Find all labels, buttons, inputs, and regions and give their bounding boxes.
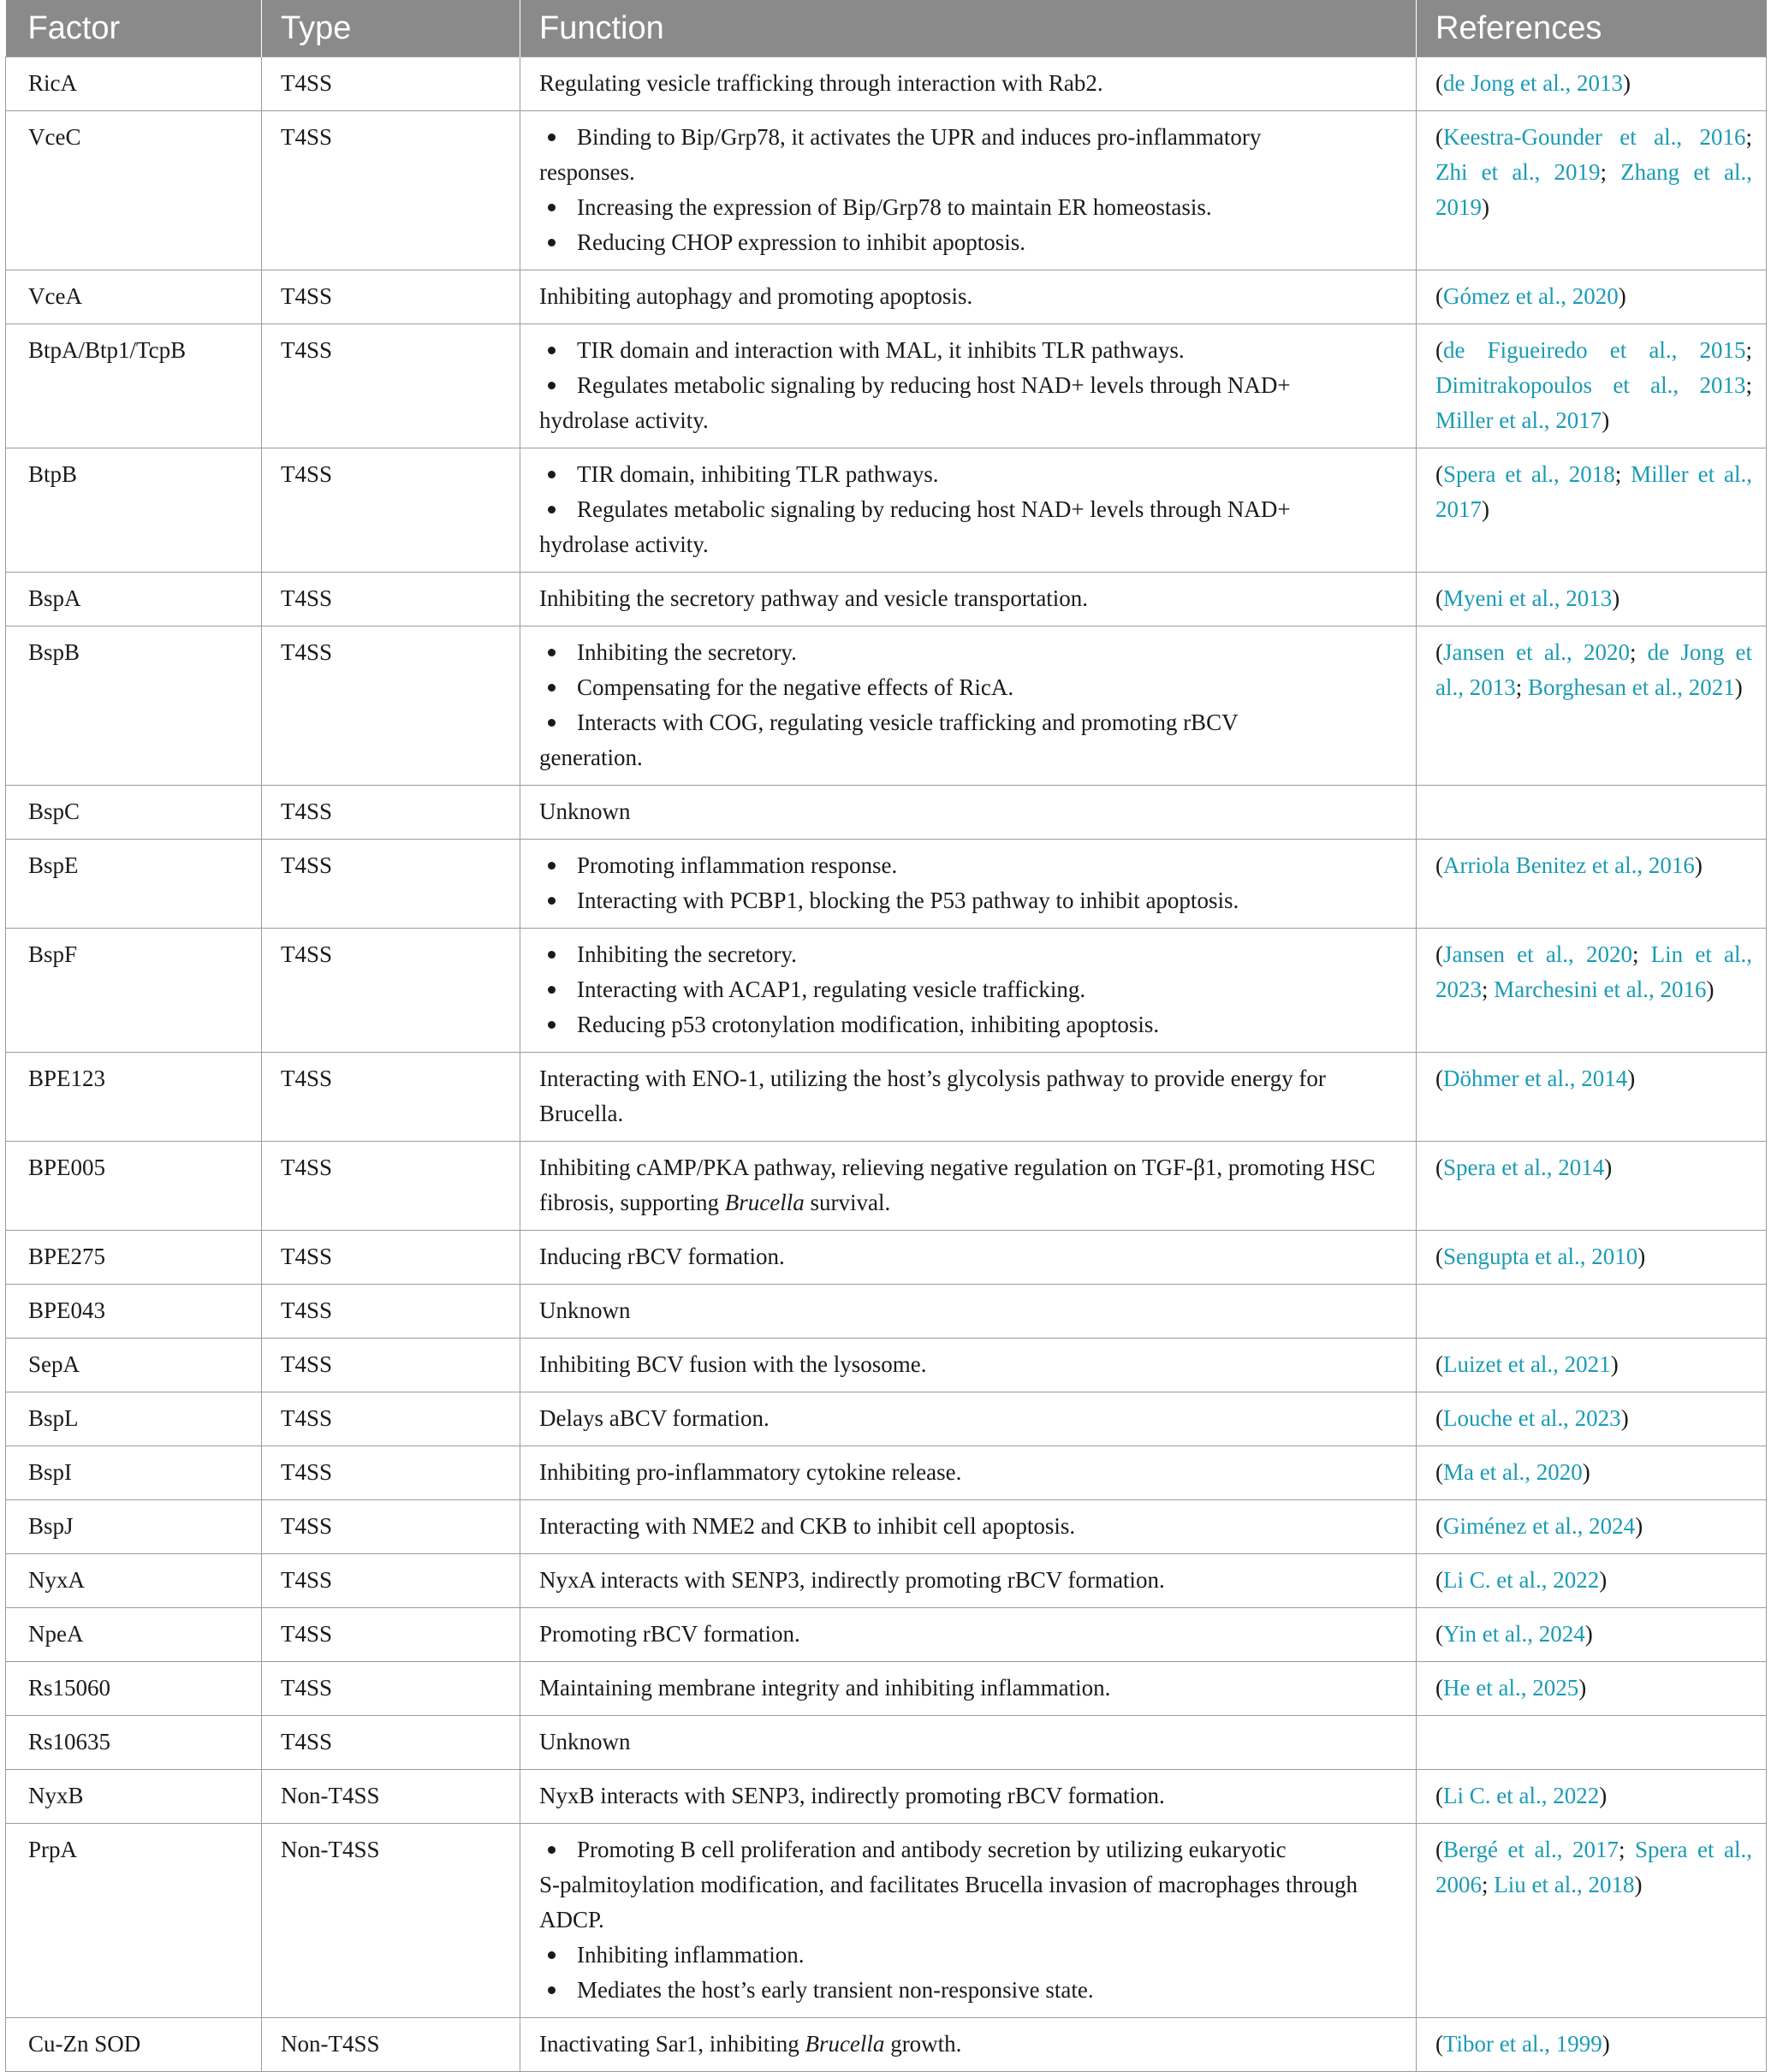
cell-type: T4SS: [262, 929, 520, 1053]
function-text: Promoting rBCV formation.: [539, 1621, 800, 1647]
reference-link[interactable]: Li C. et al., 2022: [1443, 1783, 1600, 1808]
function-bullet-item: Regulates metabolic signaling by reducing host NAD+ levels through NAD+: [539, 368, 1399, 403]
reference-link[interactable]: Bergé et al., 2017: [1443, 1837, 1619, 1862]
cell-factor: NpeA: [6, 1608, 262, 1662]
cell-function: [520, 1662, 1417, 1716]
reference-link[interactable]: Ma et al., 2020: [1443, 1459, 1583, 1485]
function-bullet-item: Reducing CHOP expression to inhibit apoptosis.: [539, 225, 1399, 260]
cell-factor: BspJ: [6, 1500, 262, 1554]
cell-factor: BspF: [6, 929, 262, 1053]
reference-link[interactable]: Dimitrakopoulos et al., 2013: [1435, 372, 1746, 398]
reference-link[interactable]: Luizet et al., 2021: [1443, 1351, 1611, 1377]
function-text: Maintaining membrane integrity and inhibiting inflammation.: [539, 1675, 1111, 1701]
cell-type: T4SS: [262, 1285, 520, 1339]
cell-references: (Ma et al., 2020): [1417, 1446, 1767, 1500]
cell-factor: BspE: [6, 840, 262, 929]
cell-factor: VceA: [6, 270, 262, 324]
function-bullet-item: Inhibiting inflammation.: [539, 1938, 1399, 1973]
reference-link[interactable]: Yin et al., 2024: [1443, 1621, 1585, 1647]
cell-function: [520, 1770, 1417, 1824]
function-italic-text: Brucella: [805, 2031, 885, 2057]
cell-type: Non-T4SS: [262, 1770, 520, 1824]
function-bullet-continuation: hydrolase activity.: [539, 531, 709, 557]
reference-link[interactable]: de Figueiredo et al., 2015: [1443, 337, 1746, 363]
cell-type: T4SS: [262, 1142, 520, 1231]
cell-factor: RicA: [6, 57, 262, 111]
cell-type: T4SS: [262, 111, 520, 270]
reference-link[interactable]: Miller et al., 2017: [1435, 461, 1752, 522]
reference-link[interactable]: Döhmer et al., 2014: [1443, 1066, 1628, 1091]
function-bullet-item: Compensating for the negative effects of RicA.: [539, 670, 1399, 705]
reference-link[interactable]: Liu et al., 2018: [1494, 1872, 1635, 1897]
cell-function: [520, 111, 1417, 270]
table-row: [6, 324, 1767, 448]
cell-references: (Luizet et al., 2021): [1417, 1339, 1767, 1392]
function-text: Unknown: [539, 1297, 631, 1323]
cell-type: T4SS: [262, 1446, 520, 1500]
table-row: [6, 1231, 1767, 1285]
table-row: [6, 1285, 1767, 1339]
function-text: Inducing rBCV formation.: [539, 1244, 785, 1269]
table-header: [6, 0, 1767, 57]
table-row: [6, 1500, 1767, 1554]
function-bullet-item: Interacting with ACAP1, regulating vesicle trafficking.: [539, 972, 1399, 1007]
function-text: NyxB interacts with SENP3, indirectly promoting rBCV formation.: [539, 1783, 1165, 1808]
reference-link[interactable]: Spera et al., 2014: [1443, 1155, 1605, 1180]
function-italic-text: Brucella: [724, 1190, 805, 1215]
table-row: [6, 57, 1767, 111]
table-row: [6, 2018, 1767, 2072]
cell-function: [520, 626, 1417, 786]
cell-function: [520, 324, 1417, 448]
cell-factor: PrpA: [6, 1824, 262, 2018]
table-row: [6, 1608, 1767, 1662]
cell-function: [520, 786, 1417, 840]
cell-factor: BspI: [6, 1446, 262, 1500]
cell-type: T4SS: [262, 324, 520, 448]
cell-type: T4SS: [262, 1554, 520, 1608]
function-bullet-item: TIR domain and interaction with MAL, it inhibits TLR pathways.: [539, 333, 1399, 368]
cell-function: [520, 573, 1417, 626]
table-row: [6, 1392, 1767, 1446]
function-text: Interacting with NME2 and CKB to inhibit cell apoptosis.: [539, 1513, 1076, 1539]
cell-references: (Li C. et al., 2022): [1417, 1554, 1767, 1608]
cell-function: [520, 2018, 1417, 2072]
table-row: [6, 1770, 1767, 1824]
reference-link[interactable]: Louche et al., 2023: [1443, 1405, 1621, 1431]
function-text-suffix: growth.: [884, 2031, 962, 2057]
cell-type: T4SS: [262, 1053, 520, 1142]
cell-type: T4SS: [262, 270, 520, 324]
table-row: [6, 573, 1767, 626]
cell-references: (He et al., 2025): [1417, 1662, 1767, 1716]
cell-references: [1417, 786, 1767, 840]
cell-function: [520, 1716, 1417, 1770]
function-bullet-continuation: S-palmitoylation modification, and facilitates Brucella invasion of macrophages through ADCP.: [539, 1872, 1358, 1932]
cell-references: (Giménez et al., 2024): [1417, 1500, 1767, 1554]
function-text: Inhibiting autophagy and promoting apoptosis.: [539, 283, 973, 309]
cell-function: [520, 1339, 1417, 1392]
function-bullet-item: Regulates metabolic signaling by reducing host NAD+ levels through NAD+: [539, 492, 1399, 527]
reference-link[interactable]: Keestra-Gounder et al., 2016: [1443, 124, 1746, 150]
cell-type: T4SS: [262, 1392, 520, 1446]
table-row: [6, 929, 1767, 1053]
function-text: Inactivating Sar1, inhibiting: [539, 2031, 805, 2057]
cell-type: T4SS: [262, 573, 520, 626]
cell-references: (Spera et al., 2018; Miller et al., 2017): [1417, 448, 1767, 573]
reference-link[interactable]: Zhi et al., 2019: [1435, 159, 1601, 185]
function-bullet-continuation: hydrolase activity.: [539, 407, 709, 433]
cell-references: (Myeni et al., 2013): [1417, 573, 1767, 626]
cell-type: T4SS: [262, 1608, 520, 1662]
function-bullet-item: Promoting inflammation response.: [539, 848, 1399, 883]
table-row: [6, 448, 1767, 573]
cell-function: [520, 1554, 1417, 1608]
cell-factor: Cu-Zn SOD: [6, 2018, 262, 2072]
table-row: [6, 1142, 1767, 1231]
cell-references: (Sengupta et al., 2010): [1417, 1231, 1767, 1285]
cell-references: (Jansen et al., 2020; Lin et al., 2023; Marchesini et al., 2016): [1417, 929, 1767, 1053]
header-factor: Factor: [6, 0, 262, 57]
function-text: Inhibiting the secretory pathway and vesicle transportation.: [539, 585, 1089, 611]
table-row: [6, 1716, 1767, 1770]
cell-factor: NyxA: [6, 1554, 262, 1608]
function-text: Inhibiting cAMP/PKA pathway, relieving negative regulation on TGF-β1, promoting HSC fibrosis, supporting: [539, 1155, 1376, 1215]
table-row: [6, 626, 1767, 786]
function-bullet-item: Promoting B cell proliferation and antibody secretion by utilizing eukaryotic: [539, 1832, 1399, 1867]
cell-references: (Gómez et al., 2020): [1417, 270, 1767, 324]
cell-factor: NyxB: [6, 1770, 262, 1824]
cell-type: T4SS: [262, 786, 520, 840]
cell-references: (Jansen et al., 2020; de Jong et al., 2013; Borghesan et al., 2021): [1417, 626, 1767, 786]
virulence-factor-table: [5, 0, 1767, 2072]
cell-type: T4SS: [262, 1339, 520, 1392]
header-row: [6, 0, 1767, 57]
cell-type: T4SS: [262, 1231, 520, 1285]
cell-factor: Rs10635: [6, 1716, 262, 1770]
reference-link[interactable]: Spera et al., 2018: [1443, 461, 1615, 487]
cell-references: [1417, 1716, 1767, 1770]
function-text: Regulating vesicle trafficking through interaction with Rab2.: [539, 70, 1103, 96]
cell-references: (Louche et al., 2023): [1417, 1392, 1767, 1446]
function-bullet-item: Interacting with PCBP1, blocking the P53 pathway to inhibit apoptosis.: [539, 883, 1399, 918]
table-row: [6, 1053, 1767, 1142]
table-row: [6, 270, 1767, 324]
cell-type: Non-T4SS: [262, 1824, 520, 2018]
function-text: Unknown: [539, 1729, 631, 1754]
cell-references: (Bergé et al., 2017; Spera et al., 2006; Liu et al., 2018): [1417, 1824, 1767, 2018]
reference-link[interactable]: Gómez et al., 2020: [1443, 283, 1619, 309]
cell-function: [520, 929, 1417, 1053]
cell-references: (de Figueiredo et al., 2015; Dimitrakopoulos et al., 2013; Miller et al., 2017): [1417, 324, 1767, 448]
cell-type: T4SS: [262, 57, 520, 111]
function-text: Interacting with ENO-1, utilizing the host’s glycolysis pathway to provide energy for Brucella.: [539, 1066, 1326, 1126]
reference-link[interactable]: Myeni et al., 2013: [1443, 585, 1613, 611]
cell-function: [520, 270, 1417, 324]
cell-factor: BPE275: [6, 1231, 262, 1285]
table-body: [6, 57, 1767, 2072]
reference-link[interactable]: Zhang et al., 2019: [1435, 159, 1752, 220]
cell-factor: BtpB: [6, 448, 262, 573]
reference-link[interactable]: Arriola Benitez et al., 2016: [1443, 852, 1695, 878]
reference-link[interactable]: Borghesan et al., 2021: [1528, 674, 1735, 700]
function-text: Inhibiting pro-inflammatory cytokine release.: [539, 1459, 962, 1485]
reference-link[interactable]: Spera et al., 2006: [1435, 1837, 1752, 1897]
reference-link[interactable]: Marchesini et al., 2016: [1494, 977, 1707, 1002]
cell-factor: BPE043: [6, 1285, 262, 1339]
cell-type: T4SS: [262, 448, 520, 573]
cell-type: T4SS: [262, 840, 520, 929]
function-text: NyxA interacts with SENP3, indirectly promoting rBCV formation.: [539, 1567, 1165, 1593]
function-bullet-continuation: generation.: [539, 745, 643, 770]
cell-references: (Keestra-Gounder et al., 2016; Zhi et al., 2019; Zhang et al., 2019): [1417, 111, 1767, 270]
reference-link[interactable]: de Jong et al., 2013: [1443, 70, 1623, 96]
cell-factor: BspC: [6, 786, 262, 840]
reference-link[interactable]: Sengupta et al., 2010: [1443, 1244, 1638, 1269]
reference-link[interactable]: Jansen et al., 2020: [1443, 941, 1632, 967]
function-bullet-item: TIR domain, inhibiting TLR pathways.: [539, 457, 1399, 492]
cell-references: (Döhmer et al., 2014): [1417, 1053, 1767, 1142]
cell-type: Non-T4SS: [262, 2018, 520, 2072]
cell-factor: BPE123: [6, 1053, 262, 1142]
table-row: [6, 1339, 1767, 1392]
cell-function: [520, 1446, 1417, 1500]
cell-type: T4SS: [262, 1716, 520, 1770]
cell-references: (Tibor et al., 1999): [1417, 2018, 1767, 2072]
header-function: Function: [520, 0, 1417, 57]
cell-function: [520, 1053, 1417, 1142]
function-bullet-continuation: responses.: [539, 159, 635, 185]
function-text: Unknown: [539, 799, 631, 824]
table-container: [5, 0, 1766, 2072]
cell-references: (Spera et al., 2014): [1417, 1142, 1767, 1231]
reference-link[interactable]: Miller et al., 2017: [1435, 407, 1602, 433]
function-bullet-item: Reducing p53 crotonylation modification, inhibiting apoptosis.: [539, 1007, 1399, 1042]
function-bullet-item: Inhibiting the secretory.: [539, 635, 1399, 670]
cell-factor: BtpA/Btp1/TcpB: [6, 324, 262, 448]
reference-link[interactable]: Tibor et al., 1999: [1443, 2031, 1602, 2057]
cell-function: [520, 1231, 1417, 1285]
function-text-suffix: survival.: [804, 1190, 891, 1215]
function-bullet-item: Inhibiting the secretory.: [539, 937, 1399, 972]
cell-function: [520, 448, 1417, 573]
cell-type: T4SS: [262, 1500, 520, 1554]
function-bullet-item: Increasing the expression of Bip/Grp78 to maintain ER homeostasis.: [539, 190, 1399, 225]
cell-factor: BspA: [6, 573, 262, 626]
cell-factor: BspB: [6, 626, 262, 786]
cell-function: [520, 1500, 1417, 1554]
cell-factor: Rs15060: [6, 1662, 262, 1716]
cell-references: (Li C. et al., 2022): [1417, 1770, 1767, 1824]
cell-type: T4SS: [262, 626, 520, 786]
cell-factor: VceC: [6, 111, 262, 270]
cell-function: [520, 1824, 1417, 2018]
reference-link[interactable]: Giménez et al., 2024: [1443, 1513, 1636, 1539]
cell-function: [520, 1142, 1417, 1231]
header-references: References: [1417, 0, 1767, 57]
function-bullet-item: Binding to Bip/Grp78, it activates the UPR and induces pro-inflammatory: [539, 120, 1399, 155]
cell-function: [520, 57, 1417, 111]
table-row: [6, 786, 1767, 840]
function-text: Delays aBCV formation.: [539, 1405, 770, 1431]
cell-function: [520, 840, 1417, 929]
table-row: [6, 111, 1767, 270]
table-row: [6, 1446, 1767, 1500]
cell-references: [1417, 1285, 1767, 1339]
function-text: Inhibiting BCV fusion with the lysosome.: [539, 1351, 927, 1377]
table-row: [6, 1824, 1767, 2018]
cell-factor: BPE005: [6, 1142, 262, 1231]
cell-factor: BspL: [6, 1392, 262, 1446]
cell-references: (Arriola Benitez et al., 2016): [1417, 840, 1767, 929]
cell-function: [520, 1608, 1417, 1662]
reference-link[interactable]: Lin et al., 2023: [1435, 941, 1752, 1002]
cell-function: [520, 1285, 1417, 1339]
cell-type: T4SS: [262, 1662, 520, 1716]
header-type: Type: [262, 0, 520, 57]
cell-factor: SepA: [6, 1339, 262, 1392]
reference-link[interactable]: Jansen et al., 2020: [1443, 639, 1630, 665]
reference-link[interactable]: He et al., 2025: [1443, 1675, 1579, 1701]
reference-link[interactable]: Li C. et al., 2022: [1443, 1567, 1600, 1593]
cell-references: (de Jong et al., 2013): [1417, 57, 1767, 111]
function-bullet-item: Interacts with COG, regulating vesicle trafficking and promoting rBCV: [539, 705, 1399, 740]
reference-link[interactable]: de Jong et al., 2013: [1435, 639, 1752, 700]
table-row: [6, 1554, 1767, 1608]
cell-function: [520, 1392, 1417, 1446]
table-row: [6, 1662, 1767, 1716]
function-bullet-item: Mediates the host’s early transient non-responsive state.: [539, 1973, 1399, 2008]
table-row: [6, 840, 1767, 929]
cell-references: (Yin et al., 2024): [1417, 1608, 1767, 1662]
